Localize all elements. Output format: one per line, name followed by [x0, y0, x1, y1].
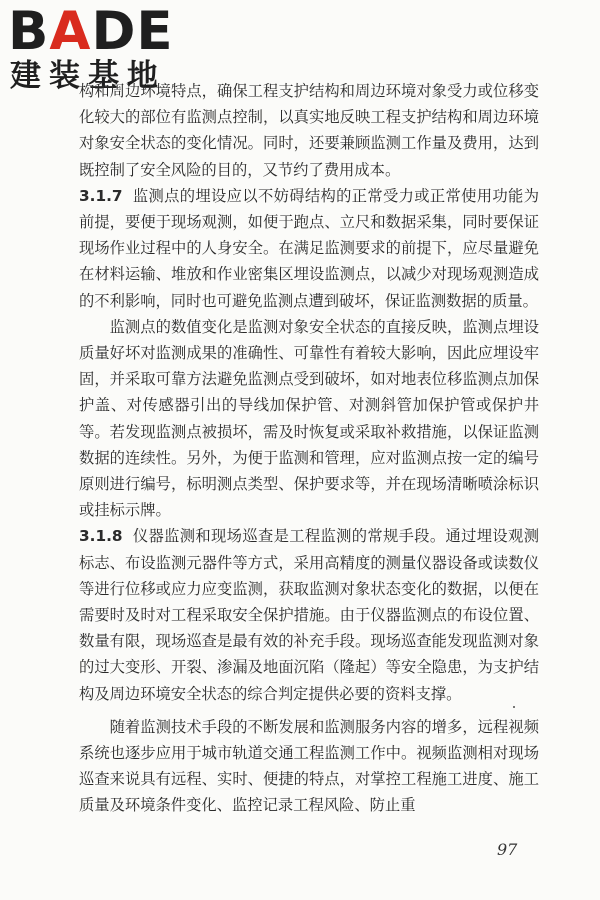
- paragraph-text: 构和周边环境特点，确保工程支护结构和周边环境对象受力或位移变化较大的部位有监测点控制，以真实地反映工程支护结构和周边环境对象安全状态的变化情况。同时，还要兼顾监测工作量及费用，达到既控制了安全风险的目的，又节约了费用成本。: [79, 82, 539, 179]
- page-content: [79, 78, 539, 819]
- paragraph-3-1-7-continued: [79, 314, 539, 524]
- scan-speck: [513, 706, 515, 708]
- page-number: 97: [497, 840, 518, 859]
- logo-subtitle: 建装基地: [10, 58, 166, 94]
- section-number: 3.1.7: [79, 186, 123, 205]
- paragraph-text: 监测点的数值变化是监测对象安全状态的直接反映，监测点埋设质量好坏对监测成果的准确性、可靠性有着较大影响，因此应埋设牢固，并采取可靠方法避免监测点受到破坏，如对地表位移监测点加保护盖、对传感器引出的导线加保护管、对测斜管加保护管或保护井等。若发现监测点被损坏，需及时恢复或采取补救措施，以保证监测数据的连续性。另外，为便于监测和管理，应对监测点按一定的编号原则进行编号，标明测点类型、保护要求等，并在现场清晰喷涂标识或挂标示牌。: [79, 317, 539, 520]
- section-number: 3.1.8: [79, 527, 123, 546]
- paragraph-gap: [79, 707, 539, 714]
- logo-brand-text: BADE: [8, 1, 174, 62]
- paragraph-3-1-8-continued: [79, 714, 539, 819]
- paragraph-text: 仪器监测和现场巡查是工程监测的常规手段。通过埋设观测标志、布设监测元器件等方式，采用高精度的测量仪器设备或读数仪等进行位移或应力应变监测，获取监测对象状态变化的数据，以便在需要时及时对工程采取安全保护措施。由于仪器监测点的布设位置、数量有限，现场巡查是最有效的补充手段。现场巡查能发现监测对象的过大变形、开裂、渗漏及地面沉陷（隆起）等安全隐患，为支护结构及周边环境安全状态的综合判定提供必要的资料支撑。: [79, 527, 539, 703]
- paragraph-text: 随着监测技术手段的不断发展和监测服务内容的增多，远程视频系统也逐步应用于城市轨道交通工程监测工作中。视频监测相对现场巡查来说具有远程、实时、便捷的特点，对掌控工程施工进度、施工质量及环境条件变化、监控记录工程风险、防止重: [79, 717, 539, 815]
- paragraph-3-1-8: [79, 523, 539, 706]
- paragraph-3-1-7: [79, 183, 539, 314]
- paragraph-continued: [79, 78, 539, 183]
- paragraph-text: 监测点的埋设应以不妨碍结构的正常受力或正常使用功能为前提，要便于现场观测，如便于跑点、立尺和数据采集，同时要保证现场作业过程中的人身安全。在满足监测要求的前提下，应尽量避免在材料运输、堆放和作业密集区埋设监测点，以减少对现场观测造成的不利影响，同时也可避免监测点遭到破坏，保证监测数据的质量。: [79, 186, 539, 310]
